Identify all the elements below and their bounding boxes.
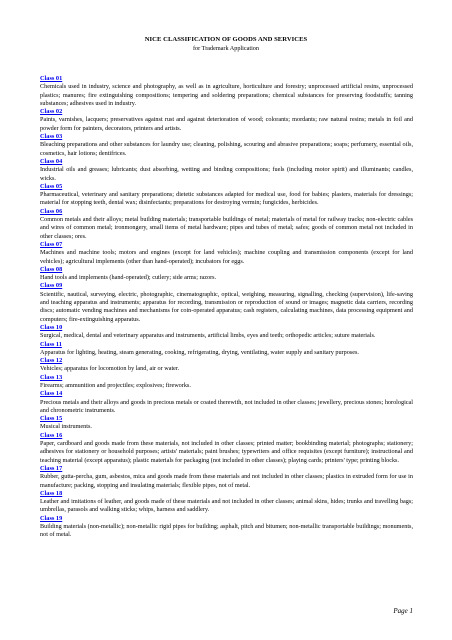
class-description: Pharmaceutical, veterinary and sanitary preparations; dietetic substances adapted for medical use, food for babies; plasters, materials for dressings; material for stopping teeth, dental wax; disinfectants; preparations for destroying vermin; fungicides, herbicides.	[40, 191, 413, 207]
class-description: Chemicals used in industry, science and photography, as well as in agriculture, horticulture and forestry; unprocessed artificial resins, unprocessed plastics; manures; fire extinguishing compositions; tempering and soldering preparations; chemical substances for preserving foodstuffs; tanning substances; adhesives used in industry.	[40, 83, 413, 107]
class-description: Paints, varnishes, lacquers; preservatives against rust and against deterioration of wood; colorants; mordants; raw natural resins; metals in foil and powder form for painters, decorators, printers and artists.	[40, 116, 413, 132]
class-link[interactable]: Class 05	[40, 182, 63, 190]
class-entry	[40, 374, 413, 391]
class-link[interactable]: Class 15	[40, 415, 63, 423]
class-description: Musical instruments.	[40, 423, 92, 431]
class-link[interactable]: Class 17	[40, 464, 63, 472]
class-description: Surgical, medical, dental and veterinary apparatus and instruments, artificial limbs, eyes and teeth; orthopedic articles; suture materials.	[40, 332, 376, 340]
class-link[interactable]: Class 10	[40, 323, 63, 331]
class-description: Leather and imitations of leather, and goods made of these materials and not included in other classes; animal skins, hides; trunks and travelling bags; umbrellas, parasols and walking sticks; whips, harness and saddlery.	[40, 498, 413, 514]
class-description: Paper, cardboard and goods made from these materials, not included in other classes; printed matter; bookbinding material; photographs; stationery; adhesives for stationery or household purposes; artists' materials; paint brushes; typewriters and office requisites (except furniture); instructional and teaching material (except apparatus); plastic materials for packaging (not included in other classes); playing cards; printers' type; printing blocks.	[40, 440, 413, 464]
class-entry	[40, 241, 413, 266]
class-link[interactable]: Class 06	[40, 207, 63, 215]
document-subtitle: for Trademark Application	[193, 45, 259, 52]
document-title: NICE CLASSIFICATION OF GOODS AND SERVICES	[144, 36, 308, 43]
class-description: Hand tools and implements (hand-operated); cutlery; side arms; razors.	[40, 274, 217, 282]
class-entry	[40, 490, 413, 515]
page-number: Page 1	[393, 607, 413, 615]
class-entry	[40, 282, 413, 323]
class-link[interactable]: Class 11	[40, 340, 62, 348]
class-link[interactable]: Class 04	[40, 157, 63, 165]
class-entry	[40, 158, 413, 183]
class-description: Bleaching preparations and other substances for laundry use; cleaning, polishing, scouring and abrasive preparations; soaps; perfumery, essential oils, cosmetics, hair lotions; dentifrices.	[40, 141, 413, 157]
class-description: Building materials (non-metallic); non-metallic rigid pipes for building; asphalt, pitch and bitumen; non-metallic transportable buildings; monuments, not of metal.	[40, 523, 413, 539]
class-entry	[40, 415, 413, 432]
class-link[interactable]: Class 03	[40, 133, 63, 141]
class-entry	[40, 357, 413, 374]
class-link[interactable]: Class 13	[40, 373, 63, 381]
class-entry	[40, 341, 413, 358]
class-entry	[40, 465, 413, 490]
class-link[interactable]: Class 12	[40, 357, 63, 365]
class-entry	[40, 133, 413, 158]
class-entry	[40, 390, 413, 415]
class-description: Scientific, nautical, surveying, electric, photographic, cinematographic, optical, weighing, measuring, signalling, checking (supervision), life-saving and teaching apparatus and instruments; apparatus for recording, transmission or reproduction of sound or images; magnetic data carriers, recording discs; automatic vending machines and mechanisms for coin-operated apparatus; cash registers, calculating machines, data processing equipment and computers; fire-extinguishing apparatus.	[40, 290, 413, 323]
class-entry	[40, 324, 413, 341]
class-link[interactable]: Class 19	[40, 514, 63, 522]
class-entry	[40, 183, 413, 208]
class-link[interactable]: Class 14	[40, 390, 63, 398]
class-entry	[40, 515, 413, 540]
class-entry	[40, 75, 413, 108]
class-list	[40, 75, 413, 540]
class-description: Common metals and their alloys; metal building materials; transportable buildings of metal; materials of metal for railway tracks; non-electric cables and wires of common metal; ironmongery, small items of metal hardware; pipes and tubes of metal; safes; goods of common metal not included in other classes; ores.	[40, 216, 413, 240]
class-link[interactable]: Class 01	[40, 75, 63, 82]
class-description: Firearms; ammunition and projectiles; explosives; fireworks.	[40, 381, 191, 389]
class-description: Apparatus for lighting, heating, steam generating, cooking, refrigerating, drying, ventilating, water supply and sanitary purposes.	[40, 348, 359, 356]
class-link[interactable]: Class 09	[40, 282, 63, 290]
class-description: Rubber, gutta-percha, gum, asbestos, mica and goods made from these materials and not included in other classes; plastics in extruded form for use in manufacture; packing, stopping and insulating materials; flexible pipes, not of metal.	[40, 473, 413, 489]
class-entry	[40, 266, 413, 283]
class-link[interactable]: Class 16	[40, 431, 63, 439]
class-description: Machines and machine tools; motors and engines (except for land vehicles); machine coupling and transmission components (except for land vehicles); agricultural implements (other than hand-operated); incubators for eggs.	[40, 249, 413, 265]
class-description: Industrial oils and greases; lubricants; dust absorbing, wetting and binding compositions; fuels (including motor spirit) and illuminants; candles, wicks.	[40, 166, 413, 182]
class-entry	[40, 432, 413, 465]
class-link[interactable]: Class 08	[40, 265, 63, 273]
class-link[interactable]: Class 02	[40, 108, 63, 116]
class-link[interactable]: Class 18	[40, 489, 63, 497]
class-entry	[40, 208, 413, 241]
class-link[interactable]: Class 07	[40, 240, 63, 248]
class-entry	[40, 108, 413, 133]
class-description: Precious metals and their alloys and goods in precious metals or coated therewith, not included in other classes; jewellery, precious stones; horological and chronometric instruments.	[40, 398, 413, 414]
class-description: Vehicles; apparatus for locomotion by land, air or water.	[40, 365, 180, 373]
